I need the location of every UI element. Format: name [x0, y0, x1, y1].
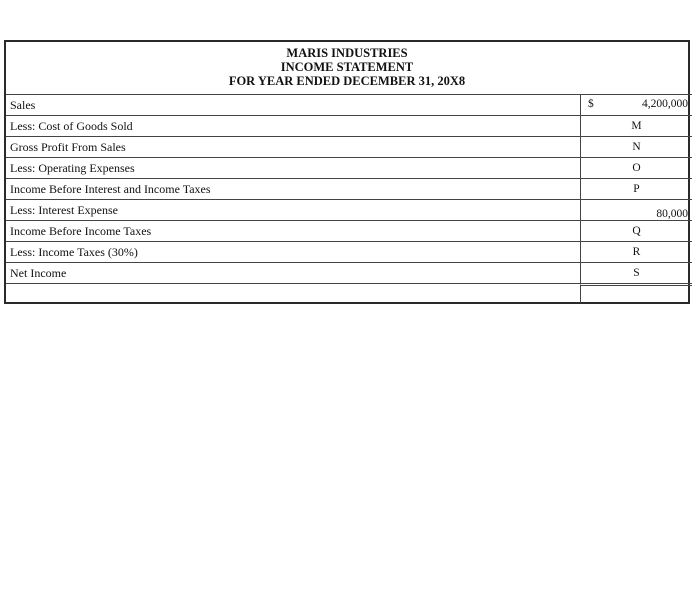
row-operating-expenses — [6, 157, 688, 178]
amount-cell — [580, 136, 692, 157]
row-cost-of-goods-sold — [6, 115, 688, 136]
amount-value: 80,000 — [656, 208, 688, 220]
amount-placeholder: S — [633, 267, 640, 279]
amount-value: 4,200,000 — [642, 98, 688, 110]
amount-placeholder: P — [633, 183, 640, 195]
amount-placeholder: Q — [632, 225, 641, 237]
row-income-before-interest-taxes — [6, 178, 688, 199]
row-label: Income Before Interest and Income Taxes — [10, 182, 211, 196]
currency-symbol: $ — [588, 98, 594, 110]
statement-title: INCOME STATEMENT — [280, 60, 414, 74]
statement-header — [6, 42, 688, 94]
total-rule-row — [6, 283, 688, 303]
row-income-before-income-taxes — [6, 220, 688, 241]
amount-cell — [580, 199, 692, 220]
row-label: Net Income — [10, 266, 67, 280]
amount-cell — [580, 115, 692, 136]
amount-cell — [580, 262, 692, 283]
amount-placeholder: N — [632, 141, 641, 153]
row-label: Gross Profit From Sales — [10, 140, 126, 154]
row-label: Less: Income Taxes (30%) — [10, 245, 138, 259]
income-statement — [4, 40, 690, 304]
amount-cell — [580, 178, 692, 199]
amount-cell — [580, 157, 692, 178]
amount-cell — [580, 220, 692, 241]
amount-placeholder: R — [632, 246, 641, 258]
row-label: Sales — [10, 98, 36, 112]
row-net-income — [6, 262, 688, 283]
company-name: MARIS INDUSTRIES — [286, 46, 408, 60]
row-gross-profit — [6, 136, 688, 157]
amount-cell — [580, 241, 692, 262]
amount-cell — [580, 94, 692, 115]
row-label: Less: Interest Expense — [10, 203, 118, 217]
double-underline-cell — [580, 283, 692, 303]
row-sales — [6, 94, 688, 115]
row-income-taxes — [6, 241, 688, 262]
row-label: Income Before Income Taxes — [10, 224, 152, 238]
statement-period: FOR YEAR ENDED DECEMBER 31, 20X8 — [228, 74, 466, 88]
statement-rows — [6, 94, 688, 303]
amount-placeholder: O — [632, 162, 641, 174]
row-interest-expense — [6, 199, 688, 220]
row-label: Less: Operating Expenses — [10, 161, 135, 175]
amount-placeholder: M — [631, 120, 642, 132]
row-label: Less: Cost of Goods Sold — [10, 119, 133, 133]
